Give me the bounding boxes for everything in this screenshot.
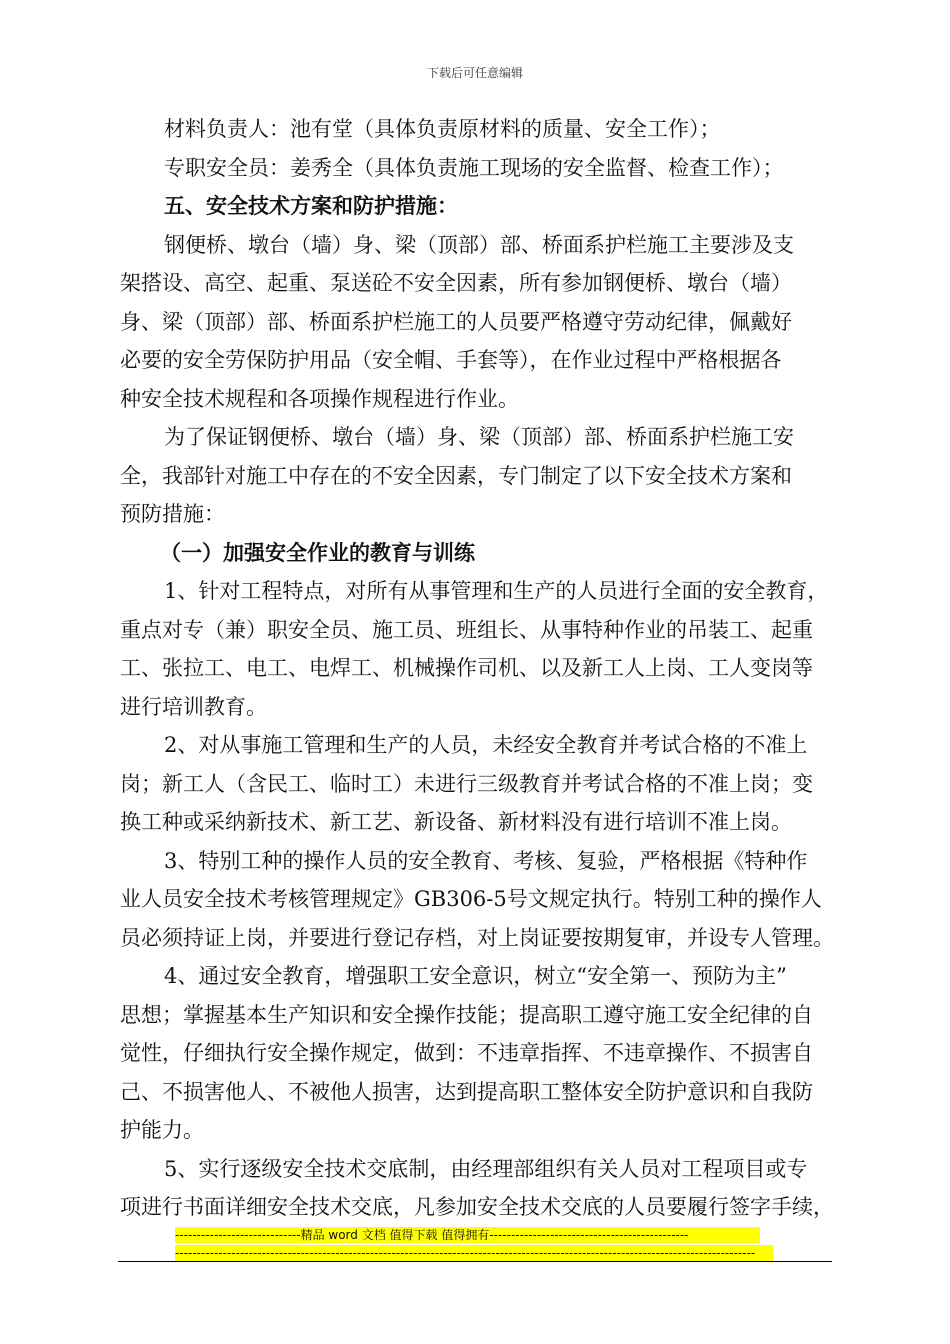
text-line: 己、不损害他人、不被他人损害，达到提高职工整体安全防护意识和自我防 bbox=[120, 1079, 813, 1104]
text-line: 业人员安全技术考核管理规定》GB306-5号文规定执行。特别工种的操作人 bbox=[120, 887, 822, 911]
text-line: 觉性，仔细执行安全操作规定，做到：不违章指挥、不违章操作、不损害自 bbox=[120, 1041, 813, 1065]
text-line: 全，我部针对施工中存在的不安全因素，专门制定了以下安全技术方案和 bbox=[120, 463, 792, 488]
page-header-note: 下载后可任意编辑 bbox=[426, 66, 523, 80]
text-line: 3、特别工种的操作人员的安全教育、考核、复验，严格根据《特种作 bbox=[164, 848, 808, 873]
text-line: 换工种或采纳新技术、新工艺、新设备、新材料没有进行培训不准上岗。 bbox=[120, 810, 792, 834]
text-line: 专职安全员：姜秀全（具体负责施工现场的安全监督、检查工作）； bbox=[164, 155, 784, 180]
section-heading: 五、安全技术方案和防护措施： bbox=[164, 193, 458, 218]
text-line: 种安全技术规程和各项操作规程进行作业。 bbox=[120, 386, 519, 411]
text-line: 进行培训教育。 bbox=[120, 694, 267, 719]
text-line: 身、梁（顶部）部、桥面系护栏施工的人员要严格遵守劳动纪律，佩戴好 bbox=[120, 309, 792, 334]
text-line: 5、实行逐级安全技术交底制，由经理部组织有关人员对工程项目或专 bbox=[164, 1156, 808, 1181]
document-body bbox=[120, 110, 872, 1227]
text-line: 预防措施： bbox=[120, 502, 225, 526]
text-line: 岗；新工人（含民工、临时工）未进行三级教育并考试合格的不准上岗；变 bbox=[120, 771, 813, 796]
text-line: 材料负责人：池有堂（具体负责原材料的质量、安全工作）； bbox=[164, 117, 721, 141]
footer-banner-line-2: -------------------------------------------------------------------------------------------------------------------------------------- bbox=[175, 1245, 773, 1261]
text-line: 4、通过安全教育，增强职工安全意识，树立“安全第一、预防为主” bbox=[164, 964, 787, 988]
text-line: 1、针对工程特点，对所有从事管理和生产的人员进行全面的安全教育， bbox=[164, 579, 829, 603]
footer-banner-line-1: -----------------------------精品 word 文档 值得下载 值得拥有---------------------------------------------- bbox=[175, 1227, 760, 1243]
text-line: 为了保证钢便桥、墩台（墙）身、梁（顶部）部、桥面系护栏施工安 bbox=[164, 425, 794, 449]
footer-divider bbox=[118, 1261, 832, 1262]
text-line: 重点对专（兼）职安全员、施工员、班组长、从事特种作业的吊装工、起重 bbox=[120, 617, 813, 642]
text-line: 工、张拉工、电工、电焊工、机械操作司机、以及新工人上岗、工人变岗等 bbox=[120, 656, 813, 680]
text-line: 思想；掌握基本生产知识和安全操作技能；提高职工遵守施工安全纪律的自 bbox=[120, 1002, 813, 1027]
text-line: 项进行书面详细安全技术交底，凡参加安全技术交底的人员要履行签字手续， bbox=[120, 1195, 834, 1219]
text-line: 护能力。 bbox=[120, 1118, 204, 1142]
text-line: 钢便桥、墩台（墙）身、梁（顶部）部、桥面系护栏施工主要涉及支 bbox=[164, 232, 794, 257]
text-line: 员必须持证上岗，并要进行登记存档，对上岗证要按期复审，并设专人管理。 bbox=[120, 925, 834, 950]
text-line: 2、对从事施工管理和生产的人员，未经安全教育并考试合格的不准上 bbox=[164, 733, 808, 757]
subsection-heading: （一）加强安全作业的教育与训练 bbox=[160, 539, 475, 565]
text-line: 必要的安全劳保防护用品（安全帽、手套等），在作业过程中严格根据各 bbox=[120, 348, 782, 372]
text-line: 架搭设、高空、起重、泵送砼不安全因素，所有参加钢便桥、墩台（墙） bbox=[120, 271, 792, 295]
